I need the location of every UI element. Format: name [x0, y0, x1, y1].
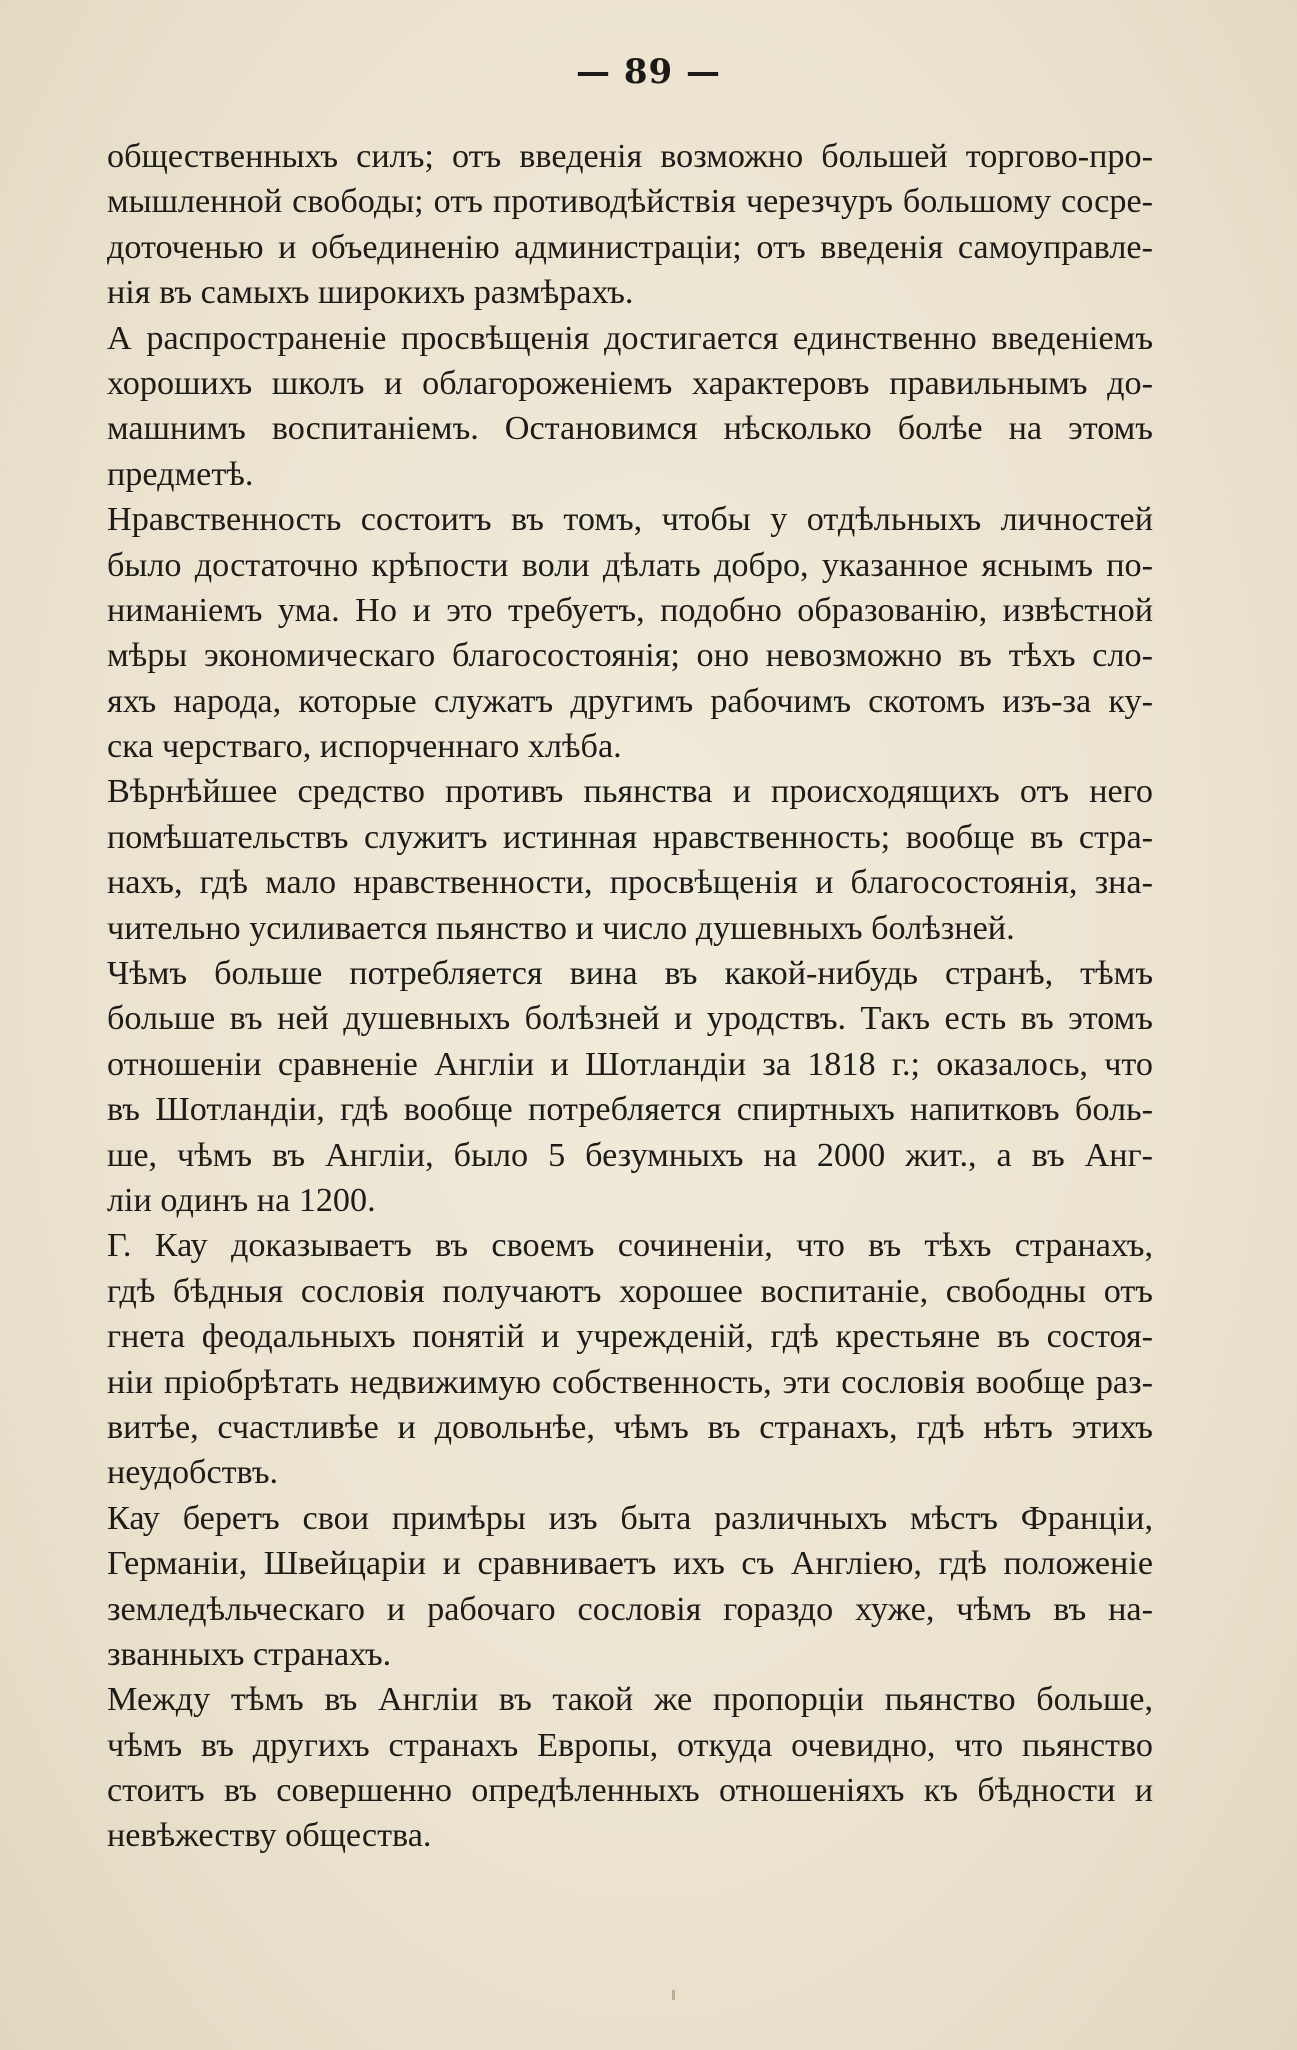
text-line: Чѣмъ больше потребляется вина въ какой-нибудь странѣ, тѣмъ — [107, 955, 1153, 993]
text-line: Г. Кау доказываетъ въ своемъ сочиненіи, что въ тѣхъ странахъ, — [107, 1227, 1153, 1265]
paragraph — [107, 134, 1153, 316]
text-line: въ Шотландіи, гдѣ вообще потребляется спиртныхъ напитковъ боль- — [107, 1091, 1153, 1129]
text-line: ниманіемъ ума. Но и это требуетъ, подобно образованію, извѣстной — [107, 591, 1153, 629]
text-line: помѣшательствъ служитъ истинная нравственность; вообще въ стра- — [107, 818, 1153, 856]
text-line: чѣмъ въ другихъ странахъ Европы, откуда очевидно, что пьянство — [107, 1726, 1153, 1764]
text-line: невѣжеству общества. — [107, 1817, 432, 1855]
text-line: общественныхъ силъ; отъ введенія возможно большей торгово-про- — [107, 138, 1153, 175]
paragraph — [107, 316, 1153, 498]
paragraph — [107, 1496, 1153, 1678]
paragraph — [107, 951, 1153, 1223]
text-line: доточенью и объединенію администраціи; отъ введенія самоуправле- — [107, 228, 1153, 266]
text-line: Кау беретъ свои примѣры изъ быта различныхъ мѣстъ Франціи, — [107, 1499, 1153, 1537]
text-line: стоитъ въ совершенно опредѣленныхъ отношеніяхъ къ бѣдности и — [107, 1772, 1153, 1810]
text-line: ше, чѣмъ въ Англіи, было 5 безумныхъ на 2000 жит., а въ Анг- — [107, 1136, 1153, 1174]
text-line: мѣры экономическаго благосостоянія; оно невозможно въ тѣхъ сло- — [107, 637, 1153, 675]
text-line: Германіи, Швейцаріи и сравниваетъ ихъ съ Англіею, гдѣ положеніе — [107, 1545, 1153, 1583]
text-line: гнета феодальныхъ понятій и учрежденій, гдѣ крестьяне въ состоя- — [107, 1318, 1153, 1356]
page-fold-mark — [672, 1990, 675, 2000]
paragraph — [107, 1677, 1153, 1859]
text-line: было достаточно крѣпости воли дѣлать добро, указанное яснымъ по- — [107, 546, 1153, 584]
text-line: нахъ, гдѣ мало нравственности, просвѣщенія и благосостоянія, зна- — [107, 864, 1153, 902]
text-line: нія въ самыхъ широкихъ размѣрахъ. — [107, 274, 634, 312]
paragraph — [107, 497, 1153, 769]
text-line: неудобствъ. — [107, 1454, 279, 1492]
text-line: ніи пріобрѣтать недвижимую собственность, эти сословія вообще раз- — [107, 1363, 1153, 1401]
text-line: больше въ ней душевныхъ болѣзней и уродствъ. Такъ есть въ этомъ — [107, 1000, 1153, 1038]
body-text — [107, 134, 1153, 1859]
text-line: Нравственность состоитъ въ томъ, чтобы у отдѣльныхъ личностей — [107, 501, 1153, 539]
text-line: Между тѣмъ въ Англіи въ такой же пропорціи пьянство больше, — [107, 1681, 1153, 1719]
text-line: чительно усиливается пьянство и число душевныхъ болѣзней. — [107, 909, 1015, 947]
text-line: витѣе, счастливѣе и довольнѣе, чѣмъ въ странахъ, гдѣ нѣтъ этихъ — [107, 1408, 1153, 1446]
text-line: яхъ народа, которые служатъ другимъ рабочимъ скотомъ изъ-за ку- — [107, 682, 1153, 720]
text-line: А распространеніе просвѣщенія достигается единственно введеніемъ — [107, 319, 1153, 357]
text-line: предметѣ. — [107, 455, 254, 493]
text-line: ска черстваго, испорченнаго хлѣба. — [107, 728, 622, 766]
paragraph — [107, 769, 1153, 951]
text-line: званныхъ странахъ. — [107, 1635, 392, 1673]
text-line: гдѣ бѣдныя сословія получаютъ хорошее воспитаніе, свободны отъ — [107, 1272, 1153, 1310]
page-number: — 89 — — [576, 52, 721, 92]
text-line: ліи одинъ на 1200. — [107, 1181, 376, 1219]
text-line: земледѣльческаго и рабочаго сословія гораздо хуже, чѣмъ въ на- — [107, 1590, 1153, 1628]
paragraph — [107, 1223, 1153, 1495]
text-line: хорошихъ школъ и облагороженіемъ характеровъ правильнымъ до- — [107, 364, 1153, 402]
text-line: Вѣрнѣйшее средство противъ пьянства и происходящихъ отъ него — [107, 773, 1153, 811]
text-line: машнимъ воспитаніемъ. Остановимся нѣсколько болѣе на этомъ — [107, 410, 1153, 448]
text-line: мышленной свободы; отъ противодѣйствія черезчуръ большому сосре- — [107, 183, 1153, 221]
text-line: отношеніи сравненіе Англіи и Шотландіи за 1818 г.; оказалось, что — [107, 1045, 1153, 1083]
